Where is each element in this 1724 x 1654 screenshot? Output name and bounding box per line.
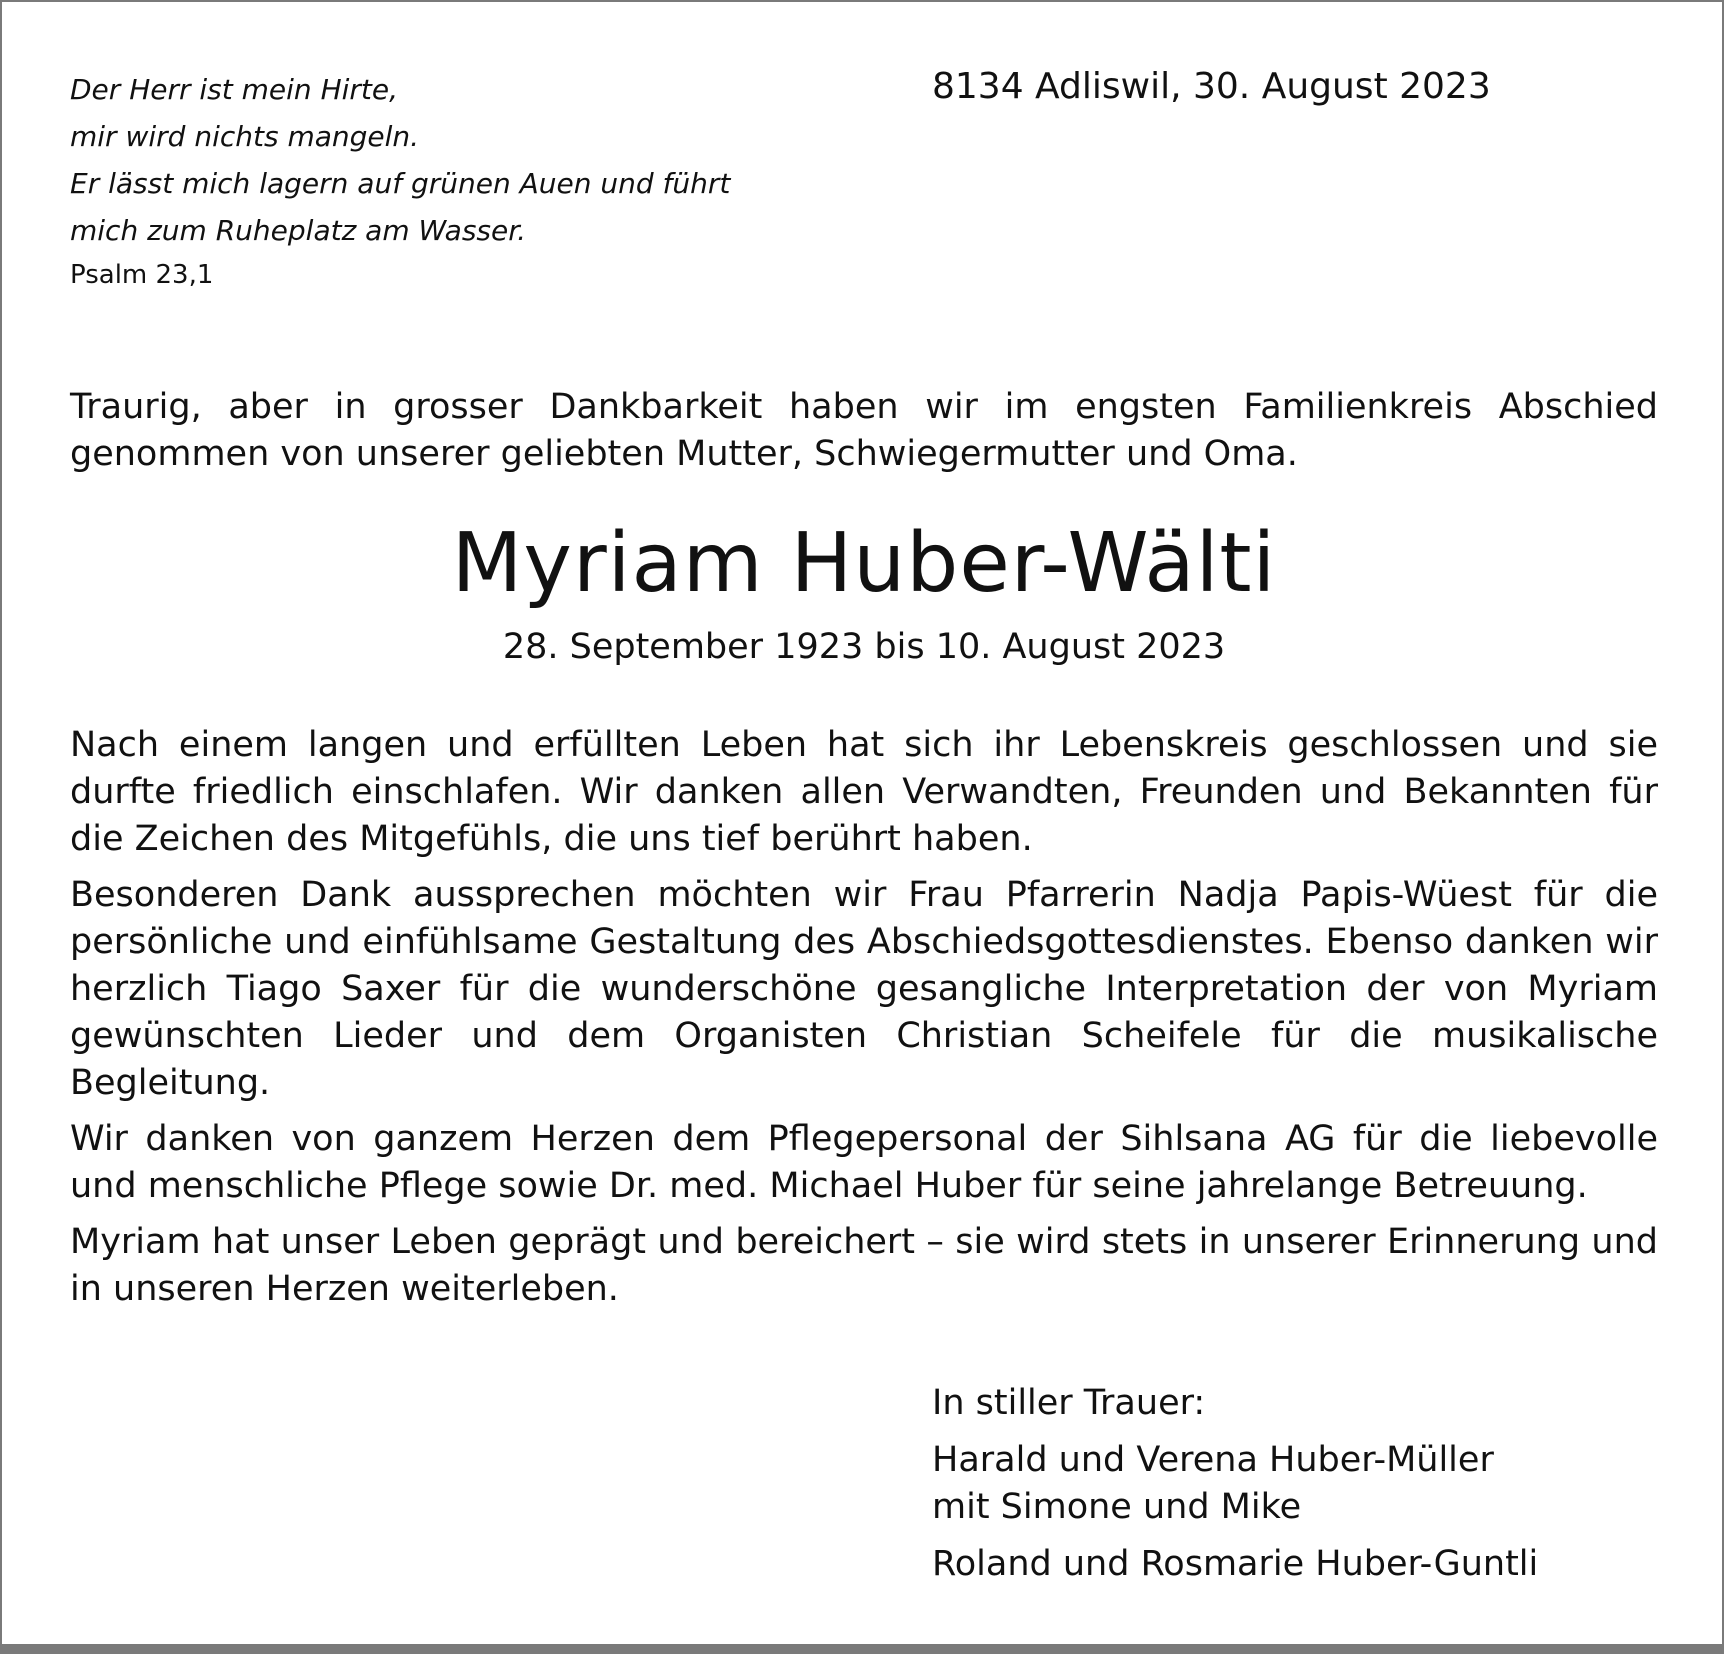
signature-heading: In stiller Trauer: xyxy=(932,1383,1206,1423)
intro-section xyxy=(70,384,1658,478)
thanks-section xyxy=(70,722,1658,1313)
family-line: Roland und Rosmarie Huber-Guntli xyxy=(932,1544,1539,1584)
family-line: Harald und Verena Huber-Müller xyxy=(932,1440,1494,1480)
paragraph: Nach einem langen und erfüllten Leben hat sich ihr Lebenskreis geschlossen und sie durfte friedlich einschlafen. Wir danken allen Verwandten, Freunden und Bekannten für die Zeichen des Mitgefühls, die uns tief berührt haben. xyxy=(70,725,1658,859)
quote-line: mich zum Ruheplatz am Wasser. xyxy=(70,214,527,247)
quote-line: mir wird nichts mangeln. xyxy=(70,120,420,153)
bible-quote xyxy=(70,66,790,296)
bottom-border xyxy=(2,1644,1722,1652)
place-date: 8134 Adliswil, 30. August 2023 xyxy=(932,66,1491,107)
paragraph: Myriam hat unser Leben geprägt und bereichert – sie wird stets in unserer Erinnerung und in unseren Herzen weiterleben. xyxy=(70,1222,1658,1309)
quote-line: Er lässt mich lagern auf grünen Auen und führt xyxy=(70,167,731,200)
paragraph: Besonderen Dank aussprechen möchten wir Frau Pfarrerin Nadja Papis-Wüest für die persönliche und einfühlsame Gestaltung des Abschiedsgottesdienstes. Ebenso danken wir herzlich Tiago Saxer für die wunderschöne gesangliche Interpretation der von Myriam gewünschten Lieder und dem Organisten Christian Scheifele für die musikalische Begleitung. xyxy=(70,875,1658,1103)
life-dates: 28. September 1923 bis 10. August 2023 xyxy=(502,627,1226,667)
family-line: mit Simone und Mike xyxy=(932,1487,1302,1527)
paragraph: Wir danken von ganzem Herzen dem Pflegepersonal der Sihlsana AG für die liebevolle und menschliche Pflege sowie Dr. med. Michael Huber für seine jahrelange Betreuung. xyxy=(70,1119,1658,1206)
quote-line: Der Herr ist mein Hirte, xyxy=(70,73,399,106)
signature-block xyxy=(932,1380,1632,1588)
quote-source: Psalm 23,1 xyxy=(70,260,214,290)
deceased-name: Myriam Huber-Wälti xyxy=(451,516,1277,611)
intro-text: Traurig, aber in grosser Dankbarkeit haben wir im engsten Familienkreis Abschied genommen von unserer geliebten Mutter, Schwiegermutter und Oma. xyxy=(70,387,1658,474)
